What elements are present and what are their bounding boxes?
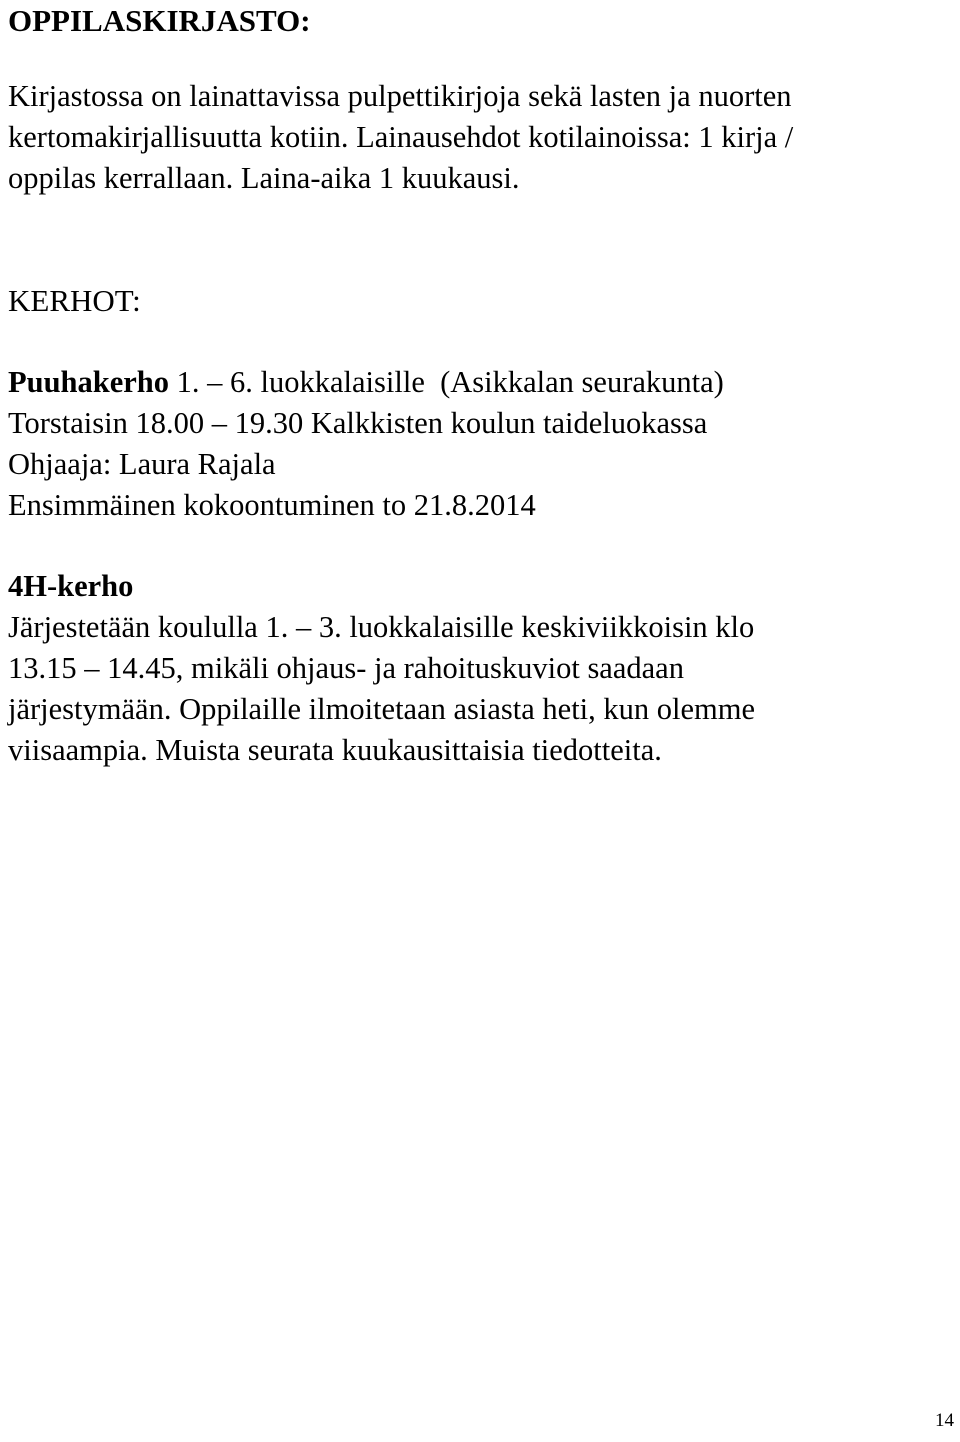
club-name: 4H-kerho xyxy=(8,569,134,603)
text-line xyxy=(8,362,724,403)
text-line: viisaampia. Muista seurata kuukausittaisia tiedotteita. xyxy=(8,733,662,767)
text-line: Kirjastossa on lainattavissa pulpettikirjoja sekä lasten ja nuorten xyxy=(8,79,792,113)
club-name: Puuhakerho xyxy=(8,365,170,399)
text-line: kertomakirjallisuutta kotiin. Lainausehdot kotilainoissa: 1 kirja / xyxy=(8,120,794,154)
text-line: 13.15 – 14.45, mikäli ohjaus- ja rahoituskuviot saadaan xyxy=(8,651,684,685)
page-number: 14 xyxy=(935,1410,954,1431)
text-line: Järjestetään koululla 1. – 3. luokkalaisille keskiviikkoisin klo xyxy=(8,610,755,644)
text-line: Ensimmäinen kokoontuminen to 21.8.2014 xyxy=(8,488,536,522)
section-title-clubs: KERHOT: xyxy=(8,283,141,318)
text-line: Ohjaaja: Laura Rajala xyxy=(8,447,276,481)
puuhakerho-block xyxy=(8,362,724,526)
club-audience: 1. – 6. luokkalaisille (Asikkalan seurakunta) xyxy=(169,365,724,399)
section-title-library: OPPILASKIRJASTO: xyxy=(8,3,311,38)
text-line: oppilas kerrallaan. Laina-aika 1 kuukausi. xyxy=(8,161,520,195)
4h-kerho-block xyxy=(8,566,755,771)
text-line: Torstaisin 18.00 – 19.30 Kalkkisten koulun taideluokassa xyxy=(8,406,708,440)
text-line: järjestymään. Oppilaille ilmoitetaan asiasta heti, kun olemme xyxy=(8,692,756,726)
library-paragraph xyxy=(8,76,793,199)
